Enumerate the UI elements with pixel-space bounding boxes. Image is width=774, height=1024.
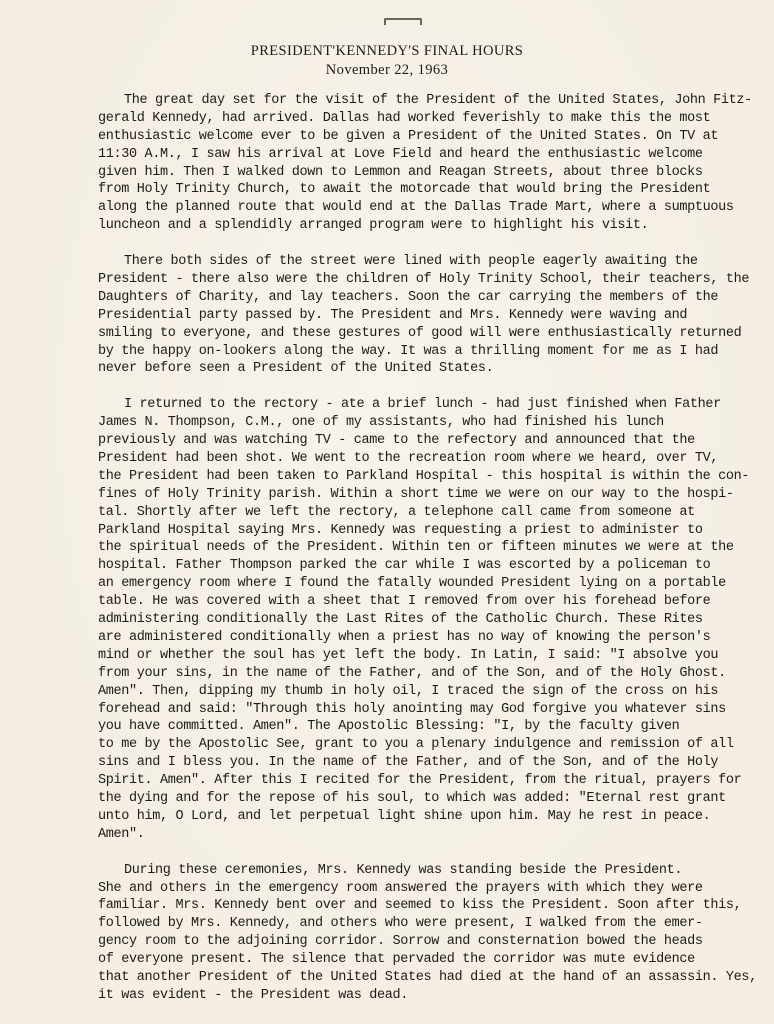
text-line: an emergency room where I found the fatally wounded President lying on a portable	[98, 576, 726, 592]
text-line: you have committed. Amen". The Apostolic Blessing: "I, by the faculty given	[98, 719, 680, 735]
text-line: luncheon and a splendidly arranged program were to highlight his visit.	[98, 218, 649, 234]
text-line: of everyone present. The silence that pervaded the corridor was mute evidence	[98, 952, 695, 968]
text-line: from your sins, in the name of the Father, and of the Son, and of the Holy Ghost.	[98, 665, 726, 681]
text-line: given him. Then I walked down to Lemmon and Reagan Streets, about three blocks	[98, 164, 703, 180]
text-line: There both sides of the street were lined with people eagerly awaiting the	[124, 254, 698, 270]
text-line: unto him, O Lord, and let perpetual light shine upon him. May he rest in peace.	[98, 808, 711, 824]
text-line: President - there also were the children of Holy Trinity School, their teachers, the	[98, 272, 750, 288]
text-line: from Holy Trinity Church, to await the motorcade that would bring the President	[98, 182, 711, 198]
text-line: administering conditionally the Last Rites of the Catholic Church. These Rites	[98, 612, 703, 628]
paragraph	[98, 253, 750, 378]
text-line: followed by Mrs. Kennedy, and others who were present, I walked from the emer-	[98, 916, 703, 932]
text-line: 11:30 A.M., I saw his arrival at Love Field and heard the enthusiastic welcome	[98, 146, 703, 162]
text-line: I returned to the rectory - ate a brief lunch - had just finished when Father	[124, 397, 721, 413]
text-line: hospital. Father Thompson parked the car while I was escorted by a policeman to	[98, 558, 711, 574]
document-date: November 22, 1963	[325, 62, 449, 78]
document-body	[98, 92, 757, 1023]
text-line: She and others in the emergency room answered the prayers with which they were	[98, 880, 703, 896]
text-line: never before seen a President of the United States.	[98, 361, 494, 377]
text-line: gency room to the adjoining corridor. Sorrow and consternation bowed the heads	[98, 934, 703, 950]
text-line: sins and I bless you. In the name of the Father, and of the Son, and of the Holy	[98, 755, 719, 771]
text-line: the President had been taken to Parkland Hospital - this hospital is within the con-	[98, 468, 750, 484]
text-line: smiling to everyone, and these gestures of good will were enthusiastically returned	[98, 325, 742, 341]
text-line: Amen".	[98, 826, 145, 842]
text-line: to me by the Apostolic See, grant to you a plenary indulgence and remission of all	[98, 737, 734, 753]
text-line: The great day set for the visit of the President of the United States, John Fitz-	[124, 93, 752, 108]
text-line: During these ceremonies, Mrs. Kennedy was standing beside the President.	[124, 862, 683, 878]
paragraph	[98, 396, 750, 843]
text-line: tal. Shortly after we left the rectory, a telephone call came from someone at	[98, 504, 695, 520]
text-line: mind or whether the soul has yet left the body. In Latin, I said: "I absolve you	[98, 647, 719, 663]
paragraph	[98, 862, 757, 1005]
text-line: it was evident - the President was dead.	[98, 987, 409, 1003]
text-line: are administered conditionally when a priest has no way of knowing the person's	[98, 629, 711, 645]
text-line: the dying and for the repose of his soul, to which was added: "Eternal rest grant	[98, 790, 726, 806]
text-line: previously and was watching TV - came to the refectory and announced that the	[98, 433, 695, 449]
text-line: James N. Thompson, C.M., one of my assistants, who had finished his lunch	[98, 415, 664, 431]
text-line: by the happy on-lookers along the way. It was a thrilling moment for me as I had	[98, 343, 719, 359]
text-line: familiar. Mrs. Kennedy bent over and seemed to kiss the President. Soon after this,	[98, 898, 742, 914]
text-line: enthusiastic welcome ever to be given a President of the United States. On TV at	[98, 128, 719, 144]
staple-mark	[384, 18, 422, 25]
text-line: President had been shot. We went to the recreation room where we heard, over TV,	[98, 451, 719, 467]
text-line: Daughters of Charity, and lay teachers. Soon the car carrying the members of the	[98, 289, 719, 305]
text-line: forehead and said: "Through this holy anointing may God forgive you whatever sins	[98, 701, 726, 717]
text-line: the spiritual needs of the President. Within ten or fifteen minutes we were at the	[98, 540, 734, 556]
text-line: Spirit. Amen". After this I recited for the President, from the ritual, prayers for	[98, 773, 742, 789]
text-line: fines of Holy Trinity parish. Within a short time we were on our way to the hospi-	[98, 486, 734, 502]
text-line: Presidential party passed by. The President and Mrs. Kennedy were waving and	[98, 307, 688, 323]
text-line: table. He was covered with a sheet that I removed from over his forehead before	[98, 594, 711, 610]
text-line: Parkland Hospital saying Mrs. Kennedy was requesting a priest to administer to	[98, 522, 703, 538]
text-line: gerald Kennedy, had arrived. Dallas had worked feverishly to make this the most	[98, 110, 711, 126]
document-title: PRESIDENT'KENNEDY'S FINAL HOURS	[250, 43, 524, 59]
paragraph	[98, 92, 752, 235]
text-line: that another President of the United States had died at the hand of an assassin. Yes,	[98, 969, 757, 985]
text-line: Amen". Then, dipping my thumb in holy oil, I traced the sign of the cross on his	[98, 683, 719, 699]
text-line: along the planned route that would end at the Dallas Trade Mart, where a sumptuous	[98, 200, 734, 216]
